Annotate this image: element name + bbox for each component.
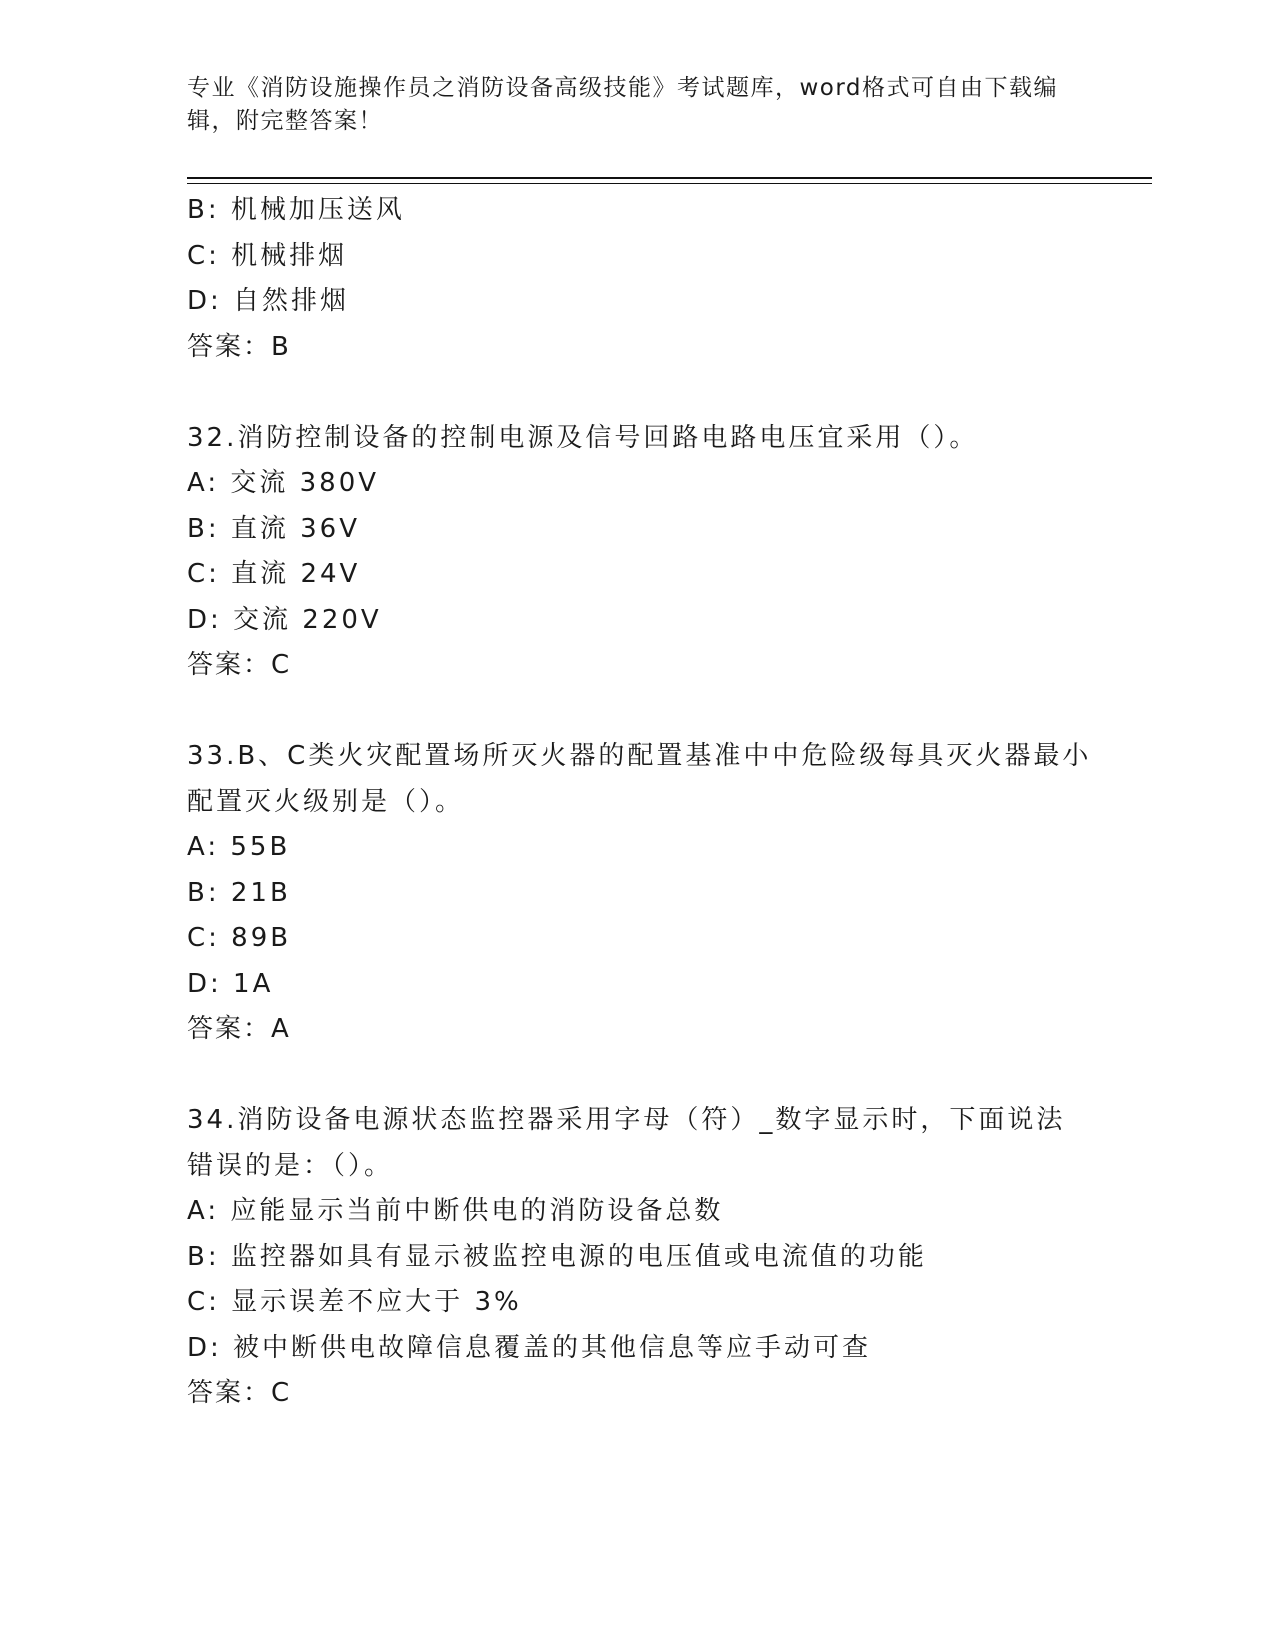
option-b: B: 21B [187, 877, 291, 908]
question-33 [187, 734, 1092, 1053]
question-text-line1: 33.B、C类火灾配置场所灭火器的配置基准中中危险级每具灭火器最小 [187, 741, 1092, 771]
option-b: B: 直流 36V [187, 513, 360, 544]
option-c: C: 机械排烟 [187, 240, 348, 271]
question-content [187, 188, 1092, 1417]
option-c: C: 显示误差不应大于 3% [187, 1287, 522, 1317]
option-c: C: 89B [187, 923, 292, 953]
partial-question [187, 188, 1087, 370]
answer-line: 答案：C [187, 650, 292, 680]
document-header: 专业《消防设施操作员之消防设备高级技能》考试题库，word格式可自由下载编辑，附完整答案！ [187, 75, 1059, 134]
question-text-line2: 配置灭火级别是（）。 [187, 786, 465, 817]
option-a: A: 55B [187, 832, 291, 862]
spacer [187, 689, 1087, 735]
answer-line: 答案：A [187, 1014, 291, 1044]
option-b: B: 监控器如具有显示被监控电源的电压值或电流值的功能 [187, 1241, 927, 1272]
option-d: D: 自然排烟 [187, 286, 350, 316]
option-b: B: 机械加压送风 [187, 195, 405, 225]
option-c: C: 直流 24V [187, 559, 361, 589]
option-d: D: 被中断供电故障信息覆盖的其他信息等应手动可查 [187, 1332, 872, 1363]
question-text: 32.消防控制设备的控制电源及信号回路电路电压宜采用（）。 [187, 422, 979, 453]
answer-line: 答案：B [187, 331, 291, 362]
option-d: D: 交流 220V [187, 604, 382, 635]
header-rule-thick [187, 177, 1152, 179]
option-a: A: 交流 380V [187, 468, 380, 498]
question-text-line1: 34.消防设备电源状态监控器采用字母（符）_数字显示时，下面说法 [187, 1105, 1066, 1135]
question-text-line2: 错误的是：（）。 [187, 1150, 394, 1181]
spacer [187, 1053, 1087, 1099]
answer-line: 答案：C [187, 1378, 292, 1408]
spacer [187, 370, 1087, 416]
header-rule-thin [187, 183, 1152, 184]
question-32 [187, 416, 1087, 689]
option-d: D: 1A [187, 968, 274, 999]
option-a: A: 应能显示当前中断供电的消防设备总数 [187, 1196, 724, 1226]
question-34 [187, 1098, 1087, 1417]
